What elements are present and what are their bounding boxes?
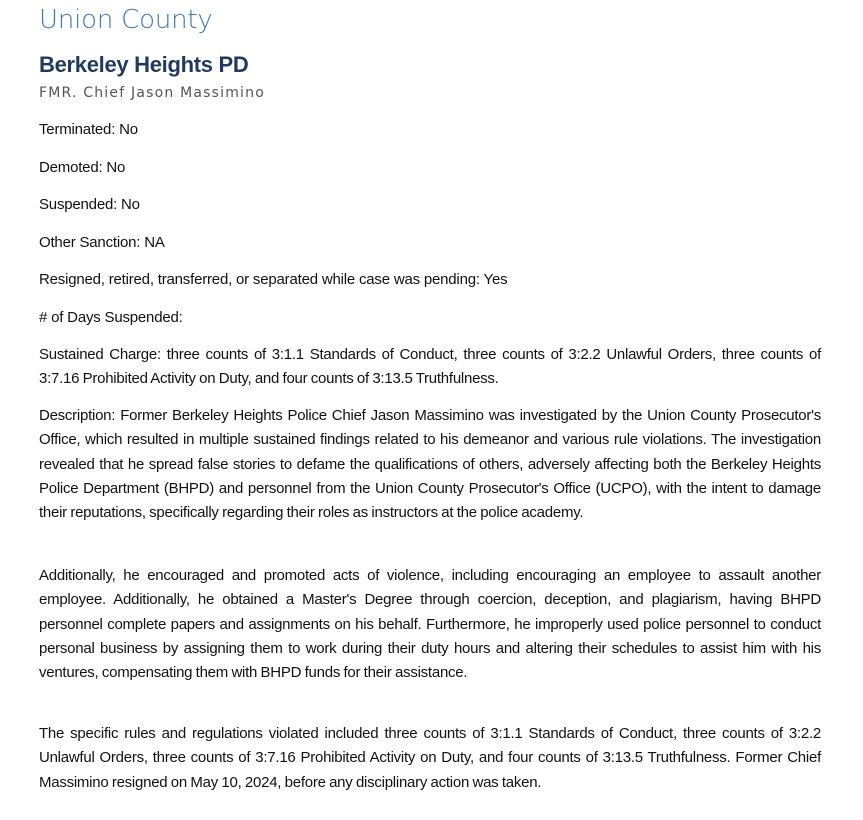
description-paragraph: Description: Former Berkeley Heights Police Chief Jason Massimino was investigated by the Union County Prosecutor's Office, which resulted in multiple sustained findings related to his demeanor and various rule violations. The investigation revealed that he spread false stories to defame the qualifications of others, adversely affecting both the Berkeley Heights Police Department (BHPD) and personnel from the Union County Prosecutor's Office (UCPO), with the intent to damage their reputations, specifically regarding their roles as instructors at the police academy. <box>39 407 821 522</box>
field-days-suspended: # of Days Suspended: <box>39 309 183 326</box>
field-resigned-while-pending: Resigned, retired, transferred, or separated while case was pending: Yes <box>39 271 508 288</box>
rules-violated-paragraph: The specific rules and regulations violated included three counts of 3:1.1 Standards of Conduct, three counts of 3:2.2 Unlawful Orders, three counts of 3:7.16 Prohibited Activity on Duty, and four counts of 3:13.5 Truthfulness. Former Chief Massimino resigned on May 10, 2024, before any disciplinary action was taken. <box>39 725 821 791</box>
county-heading: Union County <box>39 5 213 35</box>
field-suspended: Suspended: No <box>39 196 140 213</box>
field-demoted: Demoted: No <box>39 159 126 176</box>
field-terminated: Terminated: No <box>39 121 138 138</box>
additional-details-paragraph: Additionally, he encouraged and promoted acts of violence, including encouraging an employee to assault another employee. Additionally, he obtained a Master's Degree through coercion, deception, and plagiarism, having BHPD personnel complete papers and assignments on his behalf. Furthermore, he improperly used police personnel to conduct personal business by assigning them to work during their duty hours and altering their schedules to assist him with his ventures, compensating them with BHPD funds for their assistance. <box>39 567 821 682</box>
subject-name: FMR. Chief Jason Massimino <box>39 85 265 101</box>
department-heading: Berkeley Heights PD <box>39 52 249 77</box>
field-other-sanction: Other Sanction: NA <box>39 234 165 251</box>
sustained-charge-paragraph: Sustained Charge: three counts of 3:1.1 Standards of Conduct, three counts of 3:2.2 Unlawful Orders, three counts of 3:7.16 Prohibited Activity on Duty, and four counts of 3:13.5 Truthfulness. <box>39 346 821 388</box>
